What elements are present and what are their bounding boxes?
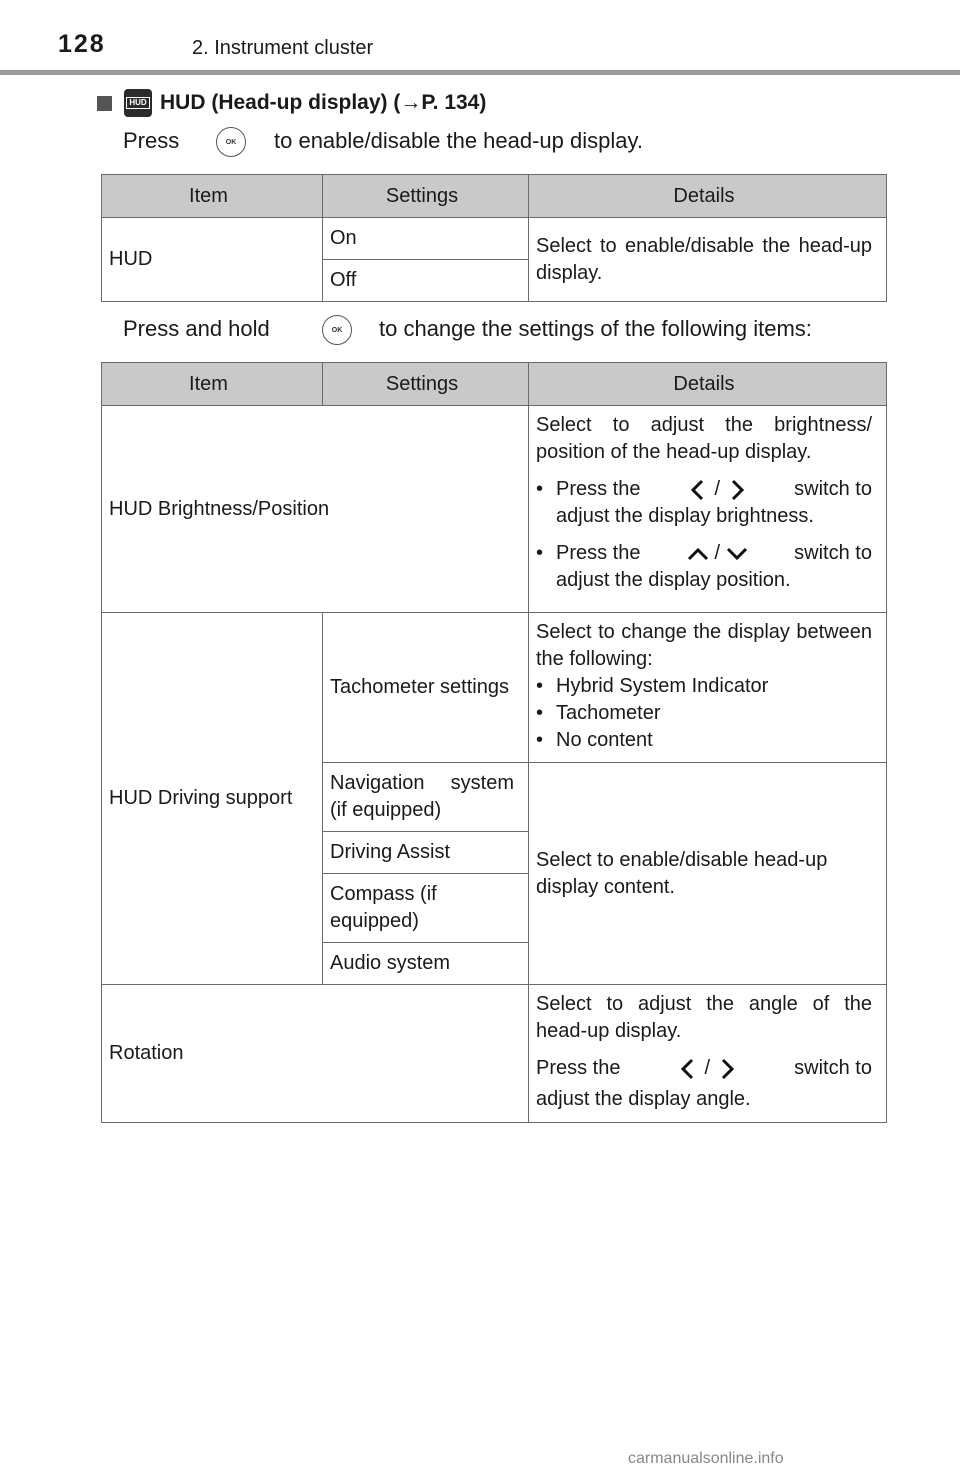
chevron-down-icon xyxy=(726,543,748,565)
table-row xyxy=(102,406,887,613)
hud-icon: HUD xyxy=(124,89,152,117)
heading-ref: P. 134) xyxy=(421,91,487,114)
details-rotation: Select to adjust the angle of the head-up display. Press the / switch to adjust the display angle. xyxy=(529,985,887,1123)
column-header-item: Item xyxy=(102,363,323,406)
rotation-switch-line: Press the / switch to xyxy=(536,1057,872,1079)
table-row xyxy=(102,613,887,763)
intro-press: Press xyxy=(123,128,180,153)
item-brightness: HUD Brightness/Position xyxy=(102,406,529,613)
details-cell: Select to enable/disable the head-up display. xyxy=(529,218,887,302)
item-rotation: Rotation xyxy=(102,985,529,1123)
table-header-row xyxy=(102,175,887,218)
intro2-press: Press and hold xyxy=(123,316,270,341)
chevron-right-icon xyxy=(726,479,748,501)
header-rule xyxy=(0,70,960,75)
brightness-desc: Select to adjust the brightness/ position of the head-up display. xyxy=(536,414,872,463)
setting-off: Off xyxy=(323,260,529,302)
hud-table xyxy=(101,174,887,302)
details-driving-content: Select to enable/disable head-up display content. xyxy=(529,763,887,985)
hud-heading xyxy=(97,89,486,117)
item-driving-support: HUD Driving support xyxy=(102,613,323,985)
chevron-left-icon xyxy=(687,479,709,501)
column-header-details: Details xyxy=(529,175,887,218)
hud-settings-table xyxy=(101,362,887,1123)
table-row xyxy=(102,218,887,260)
chevron-left-icon xyxy=(677,1058,699,1080)
table-header-row xyxy=(102,363,887,406)
column-header-details: Details xyxy=(529,363,887,406)
list-item: • Press the / switch to adjust the display brightness. xyxy=(536,478,872,527)
setting-tachometer: Tachometer settings xyxy=(323,613,529,763)
table-row xyxy=(102,985,887,1123)
intro-text: to enable/disable the head-up display. xyxy=(274,128,643,153)
arrow-icon: → xyxy=(400,91,422,114)
intro2-text: to change the settings of the following items: xyxy=(379,316,812,341)
chevron-right-icon xyxy=(716,1058,738,1080)
setting-on: On xyxy=(323,218,529,260)
chevron-up-icon xyxy=(687,543,709,565)
watermark: carmanualsonline.info xyxy=(628,1450,784,1467)
section-title: 2. Instrument cluster xyxy=(192,37,374,59)
column-header-settings: Settings xyxy=(323,175,529,218)
column-header-settings: Settings xyxy=(323,363,529,406)
setting-audio-system: Audio system xyxy=(323,943,529,985)
column-header-item: Item xyxy=(102,175,323,218)
square-bullet-icon xyxy=(97,96,112,111)
list-item: • Hybrid System Indicator xyxy=(536,675,769,697)
details-brightness xyxy=(529,406,887,613)
page-number: 128 xyxy=(58,30,106,58)
heading-title: HUD (Head-up display) ( xyxy=(160,91,401,114)
item-cell: HUD xyxy=(102,218,323,302)
list-item: • Tachometer xyxy=(536,702,661,724)
page-header xyxy=(0,0,960,76)
setting-navigation: Navigation system (if equipped) xyxy=(323,763,529,832)
ok-button-icon: OK xyxy=(216,127,246,157)
list-item: • No content xyxy=(536,729,653,751)
details-tachometer: Select to change the display between the following: • Hybrid System Indicator • Tachometer • No content xyxy=(529,613,887,763)
list-item: • Press the / switch to adjust the display position. xyxy=(536,542,872,591)
ok-button-icon: OK xyxy=(322,315,352,345)
setting-driving-assist: Driving Assist xyxy=(323,832,529,874)
setting-compass: Compass (if equipped) xyxy=(323,874,529,943)
